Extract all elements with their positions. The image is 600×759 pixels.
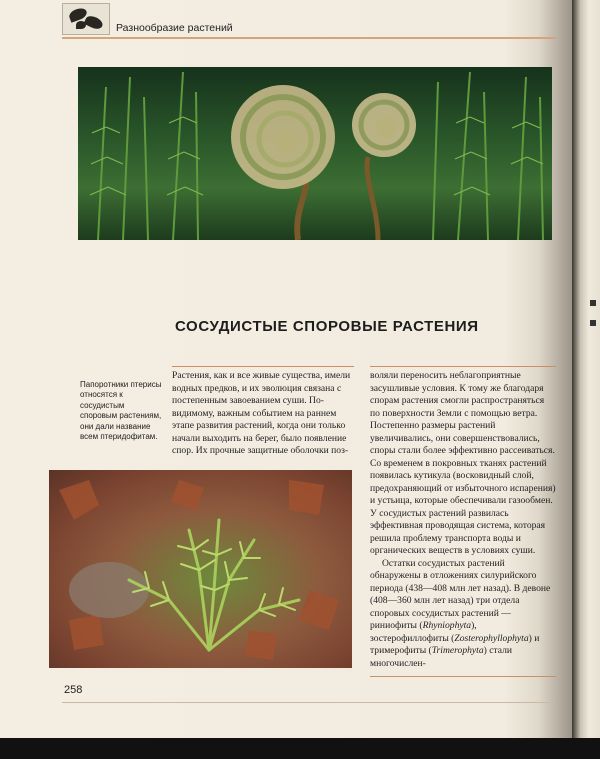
facing-page-edge bbox=[572, 0, 600, 738]
photo-caption: Папоротники птерисы относятся к сосудистым споровым растениям, они дали название всем птеридофитам. bbox=[80, 380, 162, 442]
page-number: 258 bbox=[64, 684, 83, 696]
column-rule-right bbox=[370, 366, 556, 367]
column-rule-left bbox=[172, 366, 354, 367]
body-paragraph-2-part-c: ) и тримерофиты ( bbox=[370, 632, 540, 656]
latin-term-rhyniophyta: Rhyniophyta bbox=[422, 620, 472, 631]
body-column-1: Растения, как и все живые существа, имели водных предков, и их эволюция связана с постепенным завоеванием суши. По-видимому, важным событием на раннем этапе развития растений, когда они только начали выходить на берег, было появление спор. Их прочные защитные оболочки поз- bbox=[172, 370, 351, 456]
body-paragraph-2-part-a: Остатки сосудистых растений обнаружены в отложениях силурийского периода (438—408 млн лет назад). В девоне (408—360 млн лет назад) три отдела споровых сосудистых растений — риниофиты ( bbox=[370, 557, 551, 631]
fern-leaves-illustration bbox=[49, 470, 352, 668]
latin-term-trimerophyta: Trimerophyta bbox=[431, 645, 484, 656]
pteris-fern-photo bbox=[49, 470, 352, 668]
latin-term-zosterophyllophyta: Zosterophyllophyta bbox=[454, 632, 529, 644]
header-rule bbox=[62, 37, 556, 39]
fern-fiddleheads-photo bbox=[78, 67, 552, 240]
fiddlehead-illustration bbox=[78, 67, 552, 240]
body-paragraph-continued: воляли переносить неблагоприятные засушливые условия. К тому же благодаря спорам растения смогли распространяться по поверхности Земли с помощью ветра. Постепенно размеры растений увеличивались, они совершенствовались, споры стали более эффективно рассеиваться. Со временем в покровных тканях растений появилась кутикула (восковидный слой, предохраняющий от избыточного испарения) и устьица, которые обеспечивали газообмен. У сосудистых растений развилась эффективная проводящая система, которая решила проблему транспорта воды и органических веществ в условиях суши. bbox=[370, 370, 556, 556]
body-column-2 bbox=[370, 370, 556, 670]
fern-leaves-icon bbox=[62, 3, 110, 35]
body-paragraph-2-part-d: ) стали многочислен- bbox=[370, 645, 513, 669]
body-paragraph-2-part-b: ), зостерофиллофиты ( bbox=[370, 620, 477, 644]
footer-rule bbox=[62, 702, 556, 703]
section-title: СОСУДИСТЫЕ СПОРОВЫЕ РАСТЕНИЯ bbox=[175, 318, 479, 335]
column-end-rule bbox=[370, 676, 556, 677]
running-header-title: Разнообразие растений bbox=[116, 22, 233, 34]
